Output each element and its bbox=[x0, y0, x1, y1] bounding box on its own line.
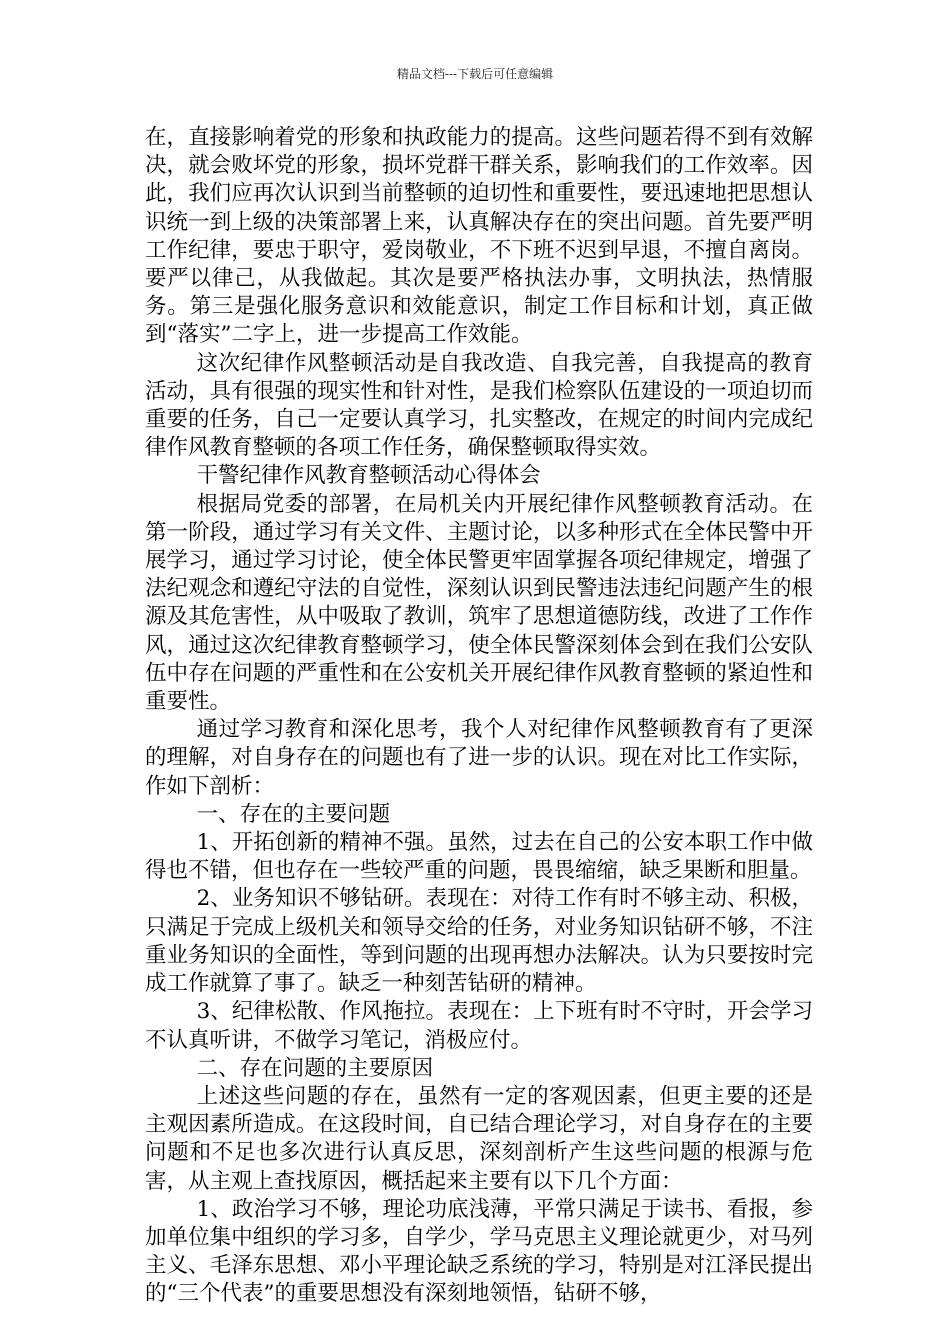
paragraph: 这次纪律作风整顿活动是自我改造、自我完善，自我提高的教育活动，具有很强的现实性和针对性，是我们检察队伍建设的一项迫切而重要的任务，自己一定要认真学习，扎实整改，在规定的时间内完成纪律作风教育整顿的各项工作任务，确保整顿取得实效。 bbox=[145, 350, 813, 461]
paragraph: 通过学习教育和深化思考，我个人对纪律作风整顿教育有了更深的理解，对自身存在的问题也有了进一步的认识。现在对比工作实际，作如下剖析： bbox=[145, 717, 813, 799]
section-title: 干警纪律作风教育整顿活动心得体会 bbox=[196, 463, 541, 489]
list-item: 2、业务知识不够钻研。表现在：对待工作有时不够主动、积极，只满足于完成上级机关和领导交给的任务，对业务知识钻研不够，不注重业务知识的全面性，等到问题的出现再想办法解决。认为只要按时完成工作就算了事了。缺乏一种刻苦钻研的精神。 bbox=[145, 886, 813, 997]
paragraph: 上述这些问题的存在，虽然有一定的客观因素，但更主要的还是主观因素所造成。在这段时间，自已结合理论学习，对自身存在的主要问题和不足也多次进行认真反思，深刻剖析产生这些问题的根源与危害，从主观上查找原因，概括起来主要有以下几个方面： bbox=[145, 1083, 813, 1194]
heading-main-problems: 一、存在的主要问题 bbox=[196, 801, 391, 827]
list-item: 1、政治学习不够，理论功底浅薄，平常只满足于读书、看报，参加单位集中组织的学习多，自学少，学马克思主义理论就更少，对马列主义、毛泽东思想、邓小平理论缺乏系统的学习，特别是对江泽民提出的“三个代表”的重要思想没有深刻地领悟，钻研不够， bbox=[145, 1196, 813, 1307]
heading-main-causes: 二、存在问题的主要原因 bbox=[196, 1055, 434, 1081]
list-item: 1、开拓创新的精神不强。虽然，过去在自己的公安本职工作中做得也不错，但也存在一些较严重的问题，畏畏缩缩，缺乏果断和胆量。 bbox=[145, 830, 813, 884]
paragraph: 在，直接影响着党的形象和执政能力的提高。这些问题若得不到有效解决，就会败坏党的形象，损坏党群干群关系，影响我们的工作效率。因此，我们应再次认识到当前整顿的迫切性和重要性，要迅速地把思想认识统一到上级的决策部署上来，认真解决存在的突出问题。首先要严明工作纪律，要忠于职守，爱岗敬业，不下班不迟到早退，不擅自离岗。要严以律己，从我做起。其次是要严格执法办事，文明执法，热情服务。第三是强化服务意识和效能意识，制定工作目标和计划，真正做到“落实”二字上，进一步提高工作效能。 bbox=[145, 125, 813, 348]
page-header: 精品文档---下载后可任意编辑 bbox=[396, 67, 554, 81]
document-body bbox=[145, 124, 813, 1309]
list-item: 3、纪律松散、作风拖拉。表现在：上下班有时不守时，开会学习不认真听讲，不做学习笔记，消极应付。 bbox=[145, 999, 813, 1053]
paragraph: 根据局党委的部署，在局机关内开展纪律作风整顿教育活动。在第一阶段，通过学习有关文件、主题讨论，以多种形式在全体民警中开展学习，通过学习讨论，使全体民警更牢固掌握各项纪律规定，增强了法纪观念和遵纪守法的自觉性，深刻认识到民警违法违纪问题产生的根源及其危害性，从中吸取了教训，筑牢了思想道德防线，改进了工作作风，通过这次纪律教育整顿学习，使全体民警深刻体会到在我们公安队伍中存在问题的严重性和在公安机关开展纪律作风教育整顿的紧迫性和重要性。 bbox=[145, 491, 813, 715]
